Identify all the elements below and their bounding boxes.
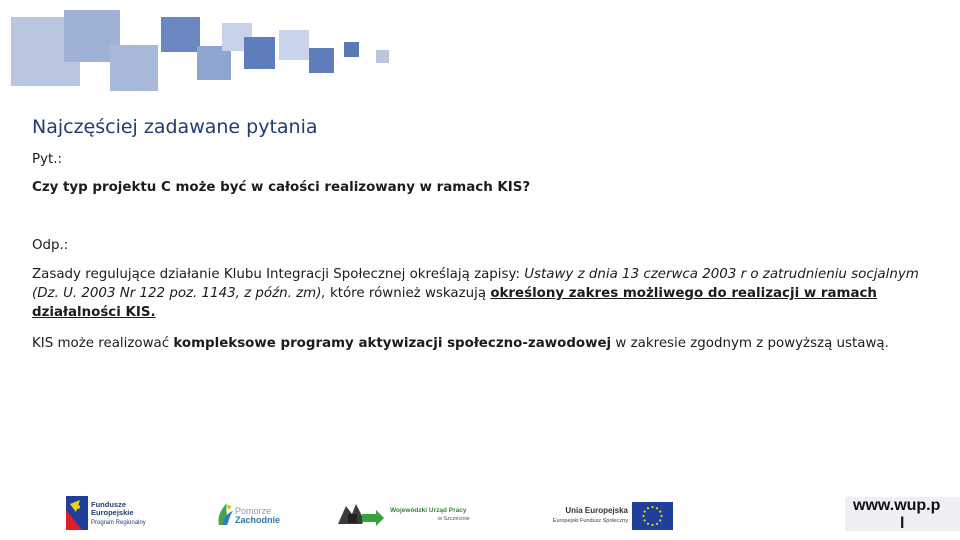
logo-text: Fundusze bbox=[91, 500, 126, 509]
logo-text: Wojewódzki Urząd Pracy bbox=[390, 507, 467, 514]
wup-szczecin-icon bbox=[338, 500, 386, 528]
law-reference: Ustawy z dnia 13 czerwca 2003 r o zatrudnieniu socjalnym (Dz. U. 2003 Nr 122 poz. 1143, z późn. zm), bbox=[32, 267, 919, 301]
answer-text: Zasady regulujące działanie Klubu Integracji Społecznej określają zapisy: bbox=[32, 267, 525, 282]
fundusze-europejskie-icon bbox=[66, 496, 88, 530]
page-title: Najczęściej zadawane pytania bbox=[32, 115, 318, 138]
logo-text: Europejski Fundusz Społeczny bbox=[552, 518, 628, 524]
programs-emphasis: kompleksowe programy aktywizacji społeczno-zawodowej bbox=[173, 336, 612, 351]
logo-text: Unia Europejska bbox=[565, 506, 628, 515]
scope-emphasis: określony zakres możliwego do realizacji w ramach działalności KIS. bbox=[32, 286, 877, 320]
answer-paragraph-1 bbox=[32, 265, 922, 322]
deco-square bbox=[309, 48, 334, 73]
logo-pomorze-zachodnie bbox=[215, 501, 285, 531]
logo-unia-europejska bbox=[540, 502, 680, 532]
answer-text: KIS może realizować bbox=[32, 336, 174, 351]
deco-square bbox=[244, 37, 275, 69]
question-text: Czy typ projektu C może być w całości realizowany w ramach KIS? bbox=[32, 180, 531, 195]
deco-square bbox=[376, 50, 389, 63]
logo-fundusze-europejskie bbox=[66, 496, 156, 532]
deco-square bbox=[197, 46, 231, 80]
website-url-line1: www.wup.p bbox=[853, 497, 941, 514]
eu-flag-icon bbox=[632, 502, 673, 530]
deco-square bbox=[110, 45, 158, 91]
logo-text: Pomorze bbox=[235, 506, 272, 516]
logo-text: w Szczecinie bbox=[438, 516, 470, 522]
answer-text: które również wskazują bbox=[325, 286, 491, 301]
deco-square bbox=[279, 30, 309, 60]
logo-text: Europejskie bbox=[91, 508, 134, 517]
answer-label: Odp.: bbox=[32, 238, 69, 253]
logo-text: Zachodnie bbox=[235, 515, 281, 525]
deco-square bbox=[161, 17, 200, 52]
website-url[interactable] bbox=[845, 497, 960, 531]
question-label: Pyt.: bbox=[32, 152, 63, 167]
pomorze-zachodnie-icon bbox=[215, 501, 235, 527]
answer-text: w zakresie zgodnym z powyższą ustawą. bbox=[611, 336, 889, 351]
answer-paragraph-2 bbox=[32, 334, 922, 353]
deco-square bbox=[344, 42, 359, 57]
logo-wup-szczecin bbox=[338, 500, 483, 530]
website-url-line2: l bbox=[900, 515, 905, 532]
logo-text: Program Regionalny bbox=[91, 520, 146, 526]
